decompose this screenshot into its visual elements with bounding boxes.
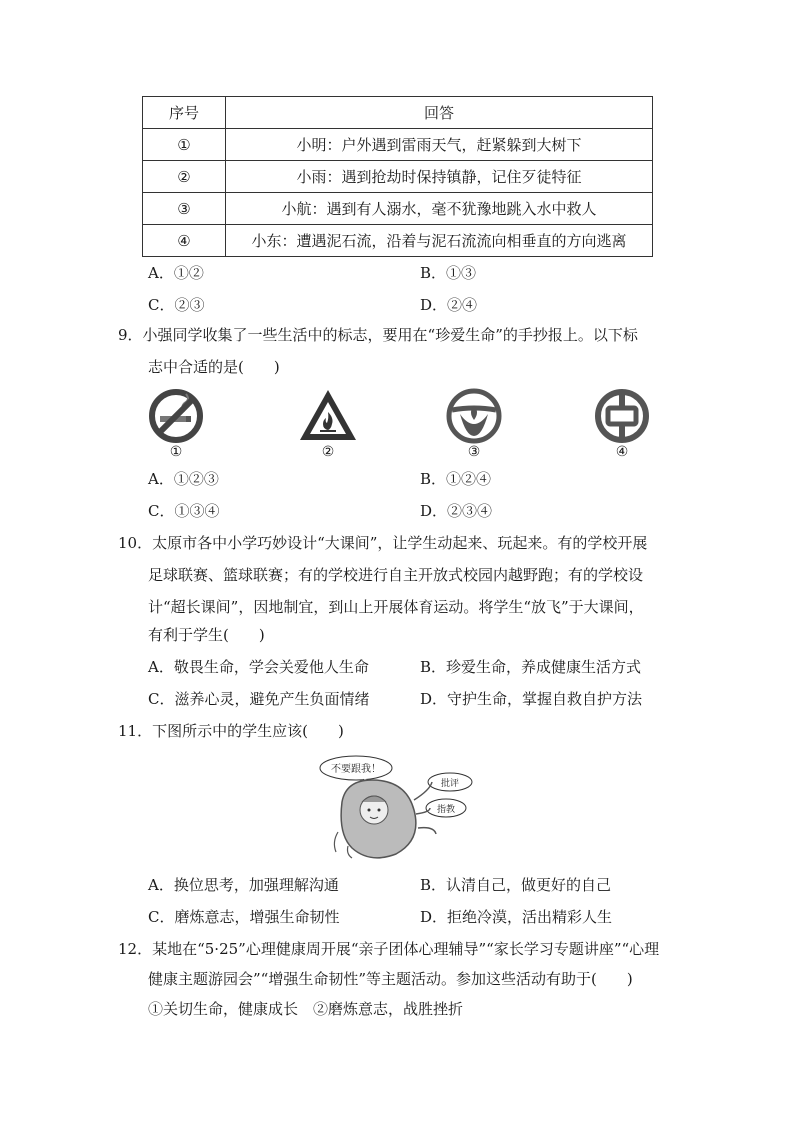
table-row xyxy=(143,193,653,225)
q12-stem-line3: ①关切生命，健康成长 ②磨炼意志，战胜挫折 xyxy=(148,1000,464,1018)
row-answer: 小航：遇到有人溺水，毫不犹豫地跳入水中救人 xyxy=(226,193,653,225)
row-index: ④ xyxy=(143,225,226,257)
q10-stem-line3: 计“超长课间”，因地制宜，到山上开展体育运动。将学生“放飞”于大课间， xyxy=(148,598,644,616)
q10-stem-line2: 足球联赛、篮球联赛；有的学校进行自主开放式校园内越野跑；有的学校设 xyxy=(148,566,644,584)
q9-option-a: A．①②③ xyxy=(148,470,219,488)
row-index: ② xyxy=(143,161,226,193)
header-index: 序号 xyxy=(143,97,226,129)
q9-option-b: B．①②④ xyxy=(420,470,492,488)
q11-option-c: C．磨炼意志，增强生命韧性 xyxy=(148,908,340,926)
icon-caption-4: ④ xyxy=(615,444,629,460)
q9-option-d: D．②③④ xyxy=(420,502,493,520)
student-cartoon-illustration xyxy=(318,752,478,862)
q8-option-b: B．①③ xyxy=(420,264,477,282)
green-food-icon xyxy=(444,386,504,446)
row-answer: 小雨：遇到抢劫时保持镇静，记住歹徒特征 xyxy=(226,161,653,193)
q10-option-a: A．敬畏生命，学会关爱他人生命 xyxy=(148,658,369,676)
q9-stem-line1: 9．小强同学收集了一些生活中的标志，要用在“珍爱生命”的手抄报上。以下标 xyxy=(118,326,638,344)
q10-option-d: D．守护生命，掌握自救自护方法 xyxy=(420,690,643,708)
q8-option-a: A．①② xyxy=(148,264,204,282)
speech-bubble-text: 不要跟我！ xyxy=(331,764,381,775)
table-row xyxy=(143,129,653,161)
bank-logo-icon xyxy=(592,386,652,446)
q8-option-d: D．②④ xyxy=(420,296,478,314)
table-header-row xyxy=(143,97,653,129)
icon-caption-3: ③ xyxy=(467,444,481,460)
row-index: ① xyxy=(143,129,226,161)
tag-criticism: 批评 xyxy=(440,779,460,789)
answer-table xyxy=(142,96,653,257)
header-answer: 回答 xyxy=(226,97,653,129)
icon-caption-1: ① xyxy=(169,444,183,460)
row-answer: 小明：户外遇到雷雨天气，赶紧躲到大树下 xyxy=(226,129,653,161)
q8-option-c: C．②③ xyxy=(148,296,205,314)
table-row xyxy=(143,225,653,257)
q9-option-c: C．①③④ xyxy=(148,502,220,520)
q10-option-b: B．珍爱生命，养成健康生活方式 xyxy=(420,658,642,676)
q9-stem-line2: 志中合适的是( ) xyxy=(148,358,280,376)
q11-option-b: B．认清自己，做更好的自己 xyxy=(420,876,612,894)
table-row xyxy=(143,161,653,193)
q12-stem-line1: 12．某地在“5·25”心理健康周开展“亲子团体心理辅导”“家长学习专题讲座”“心理 xyxy=(118,940,660,958)
q10-stem-line4: 有利于学生( ) xyxy=(148,626,265,644)
q11-stem-line1: 11．下图所示中的学生应该( ) xyxy=(118,722,344,740)
q10-stem-line1: 10．太原市各中小学巧妙设计“大课间”，让学生动起来、玩起来。有的学校开展 xyxy=(118,534,648,552)
row-index: ③ xyxy=(143,193,226,225)
q11-option-a: A．换位思考，加强理解沟通 xyxy=(148,876,339,894)
q10-option-c: C．滋养心灵，避免产生负面情绪 xyxy=(148,690,370,708)
no-smoking-icon xyxy=(146,386,206,446)
fire-warning-icon xyxy=(298,386,358,446)
q11-option-d: D．拒绝冷漠，活出精彩人生 xyxy=(420,908,613,926)
row-answer: 小东：遭遇泥石流，沿着与泥石流流向相垂直的方向逃离 xyxy=(226,225,653,257)
tag-advice: 指教 xyxy=(436,805,456,815)
icon-caption-2: ② xyxy=(321,444,335,460)
q12-stem-line2: 健康主题游园会”“增强生命韧性”等主题活动。参加这些活动有助于( ) xyxy=(148,970,633,988)
